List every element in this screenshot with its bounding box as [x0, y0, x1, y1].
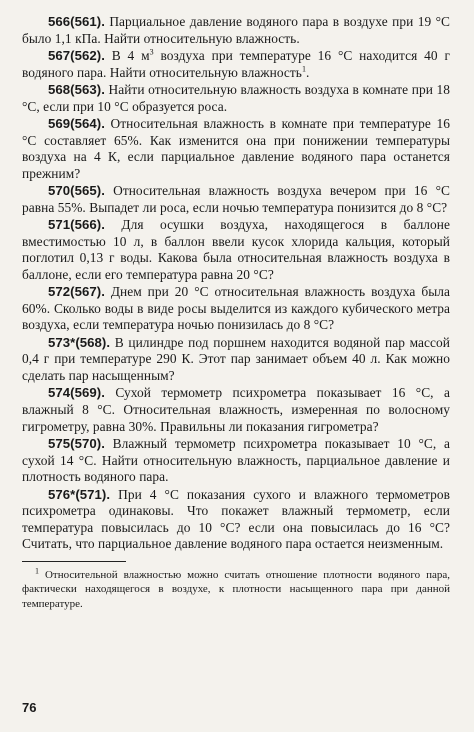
footnote-marker: 1 [35, 566, 39, 576]
problem-text: Относительная влажность в комнате при температуре 16 °С составляет 65%. Как изменится она при понижении температуры воздуха на 4 К, если парциальное давление водяного пара останется прежним? [22, 115, 450, 181]
problem-text: Парциальное давление водяного пара в воздухе при 19 °С было 1,1 кПа. Найти относительную влажность. [22, 14, 450, 46]
page-content [22, 14, 450, 611]
problem-number: 566(561). [48, 14, 105, 29]
problem-text: При 4 °С показания сухого и влажного термометров психрометра одинаковы. Что покажет влажный термометр, если температура повысилась до 10 °С? если она повысилась до 16 °С? Считать, что парциальное давление водяного пара остается неизменным. [22, 486, 450, 552]
problem-number: 571(566). [48, 217, 105, 233]
problem-567 [22, 48, 450, 81]
problem-566 [22, 14, 450, 47]
footnote-text: Относительной влажностью можно считать отношение плотности водяного пара, фактически находящегося в воздухе, к плотности насыщенного пара при данной температуре. [22, 568, 450, 610]
problem-575 [22, 436, 450, 486]
problem-text: Найти относительную влажность воздуха в комнате при 18 °С, если при 10 °С образуется роса. [22, 81, 450, 114]
problem-text: Днем при 20 °С относительная влажность воздуха была 60%. Сколько воды в виде росы выделится из каждого кубического метра воздуха, если температура ночью понизилась до 8 °С? [22, 284, 450, 333]
problem-text: воздуха при температуре 16 °С находится 40 г водяного пара. Найти относительную влажность [22, 47, 450, 80]
problem-number: 569(564). [48, 115, 105, 131]
problem-text: Относительная влажность воздуха вечером при 16 °С равна 55%. Выпадет ли роса, если ночью температура понизится до 8 °С? [22, 183, 450, 215]
problem-number: 568(563). [48, 81, 105, 97]
problem-number: 572(567). [48, 284, 105, 300]
problem-number: 567(562). [48, 47, 105, 63]
problem-text: В 4 м [104, 47, 150, 63]
superscript-exponent: 3 [149, 47, 154, 57]
problem-569 [22, 116, 450, 182]
footnote [22, 568, 450, 611]
problem-text: Влажный термометр психрометра показывает 10 °С, а сухой 14 °С. Найти относительную влажность, парциальное давление и плотность водяного пара. [22, 436, 450, 485]
problem-text: В цилиндре под поршнем находится водяной пар массой 0,4 г при температуре 290 К. Этот пар занимает объем 40 л. Как можно сделать пар насыщенным? [22, 334, 450, 384]
page-number: 76 [22, 700, 37, 715]
footnote-marker: 1 [301, 64, 307, 74]
problem-572 [22, 284, 450, 334]
footnote-divider [22, 561, 126, 562]
problem-576 [22, 487, 450, 553]
problem-574 [22, 385, 450, 435]
problem-571 [22, 217, 450, 283]
problem-text: Сухой термометр психрометра показывает 16 °С, а влажный 8 °С. Относительная влажность, измеренная по волосному гигрометру, равна 30%. Правильны ли показания гигрометра? [22, 385, 450, 434]
problem-number: 574(569). [48, 385, 105, 401]
problem-number: 573*(568). [48, 334, 111, 350]
problem-570 [22, 183, 450, 216]
problem-number: 575(570). [48, 436, 105, 452]
problem-number: 570(565). [48, 183, 105, 199]
problem-text: . [306, 64, 310, 80]
problem-number: 576*(571). [48, 486, 111, 502]
problem-text: Для осушки воздуха, находящегося в баллоне вместимостью 10 л, в баллон ввели кусок хлорида кальция, который поглотил 0,13 г воды. Какова была относительная влажность воздуха в баллоне, если его температура равна 20 °С? [22, 217, 450, 282]
problem-568 [22, 82, 450, 115]
problem-573 [22, 335, 450, 385]
